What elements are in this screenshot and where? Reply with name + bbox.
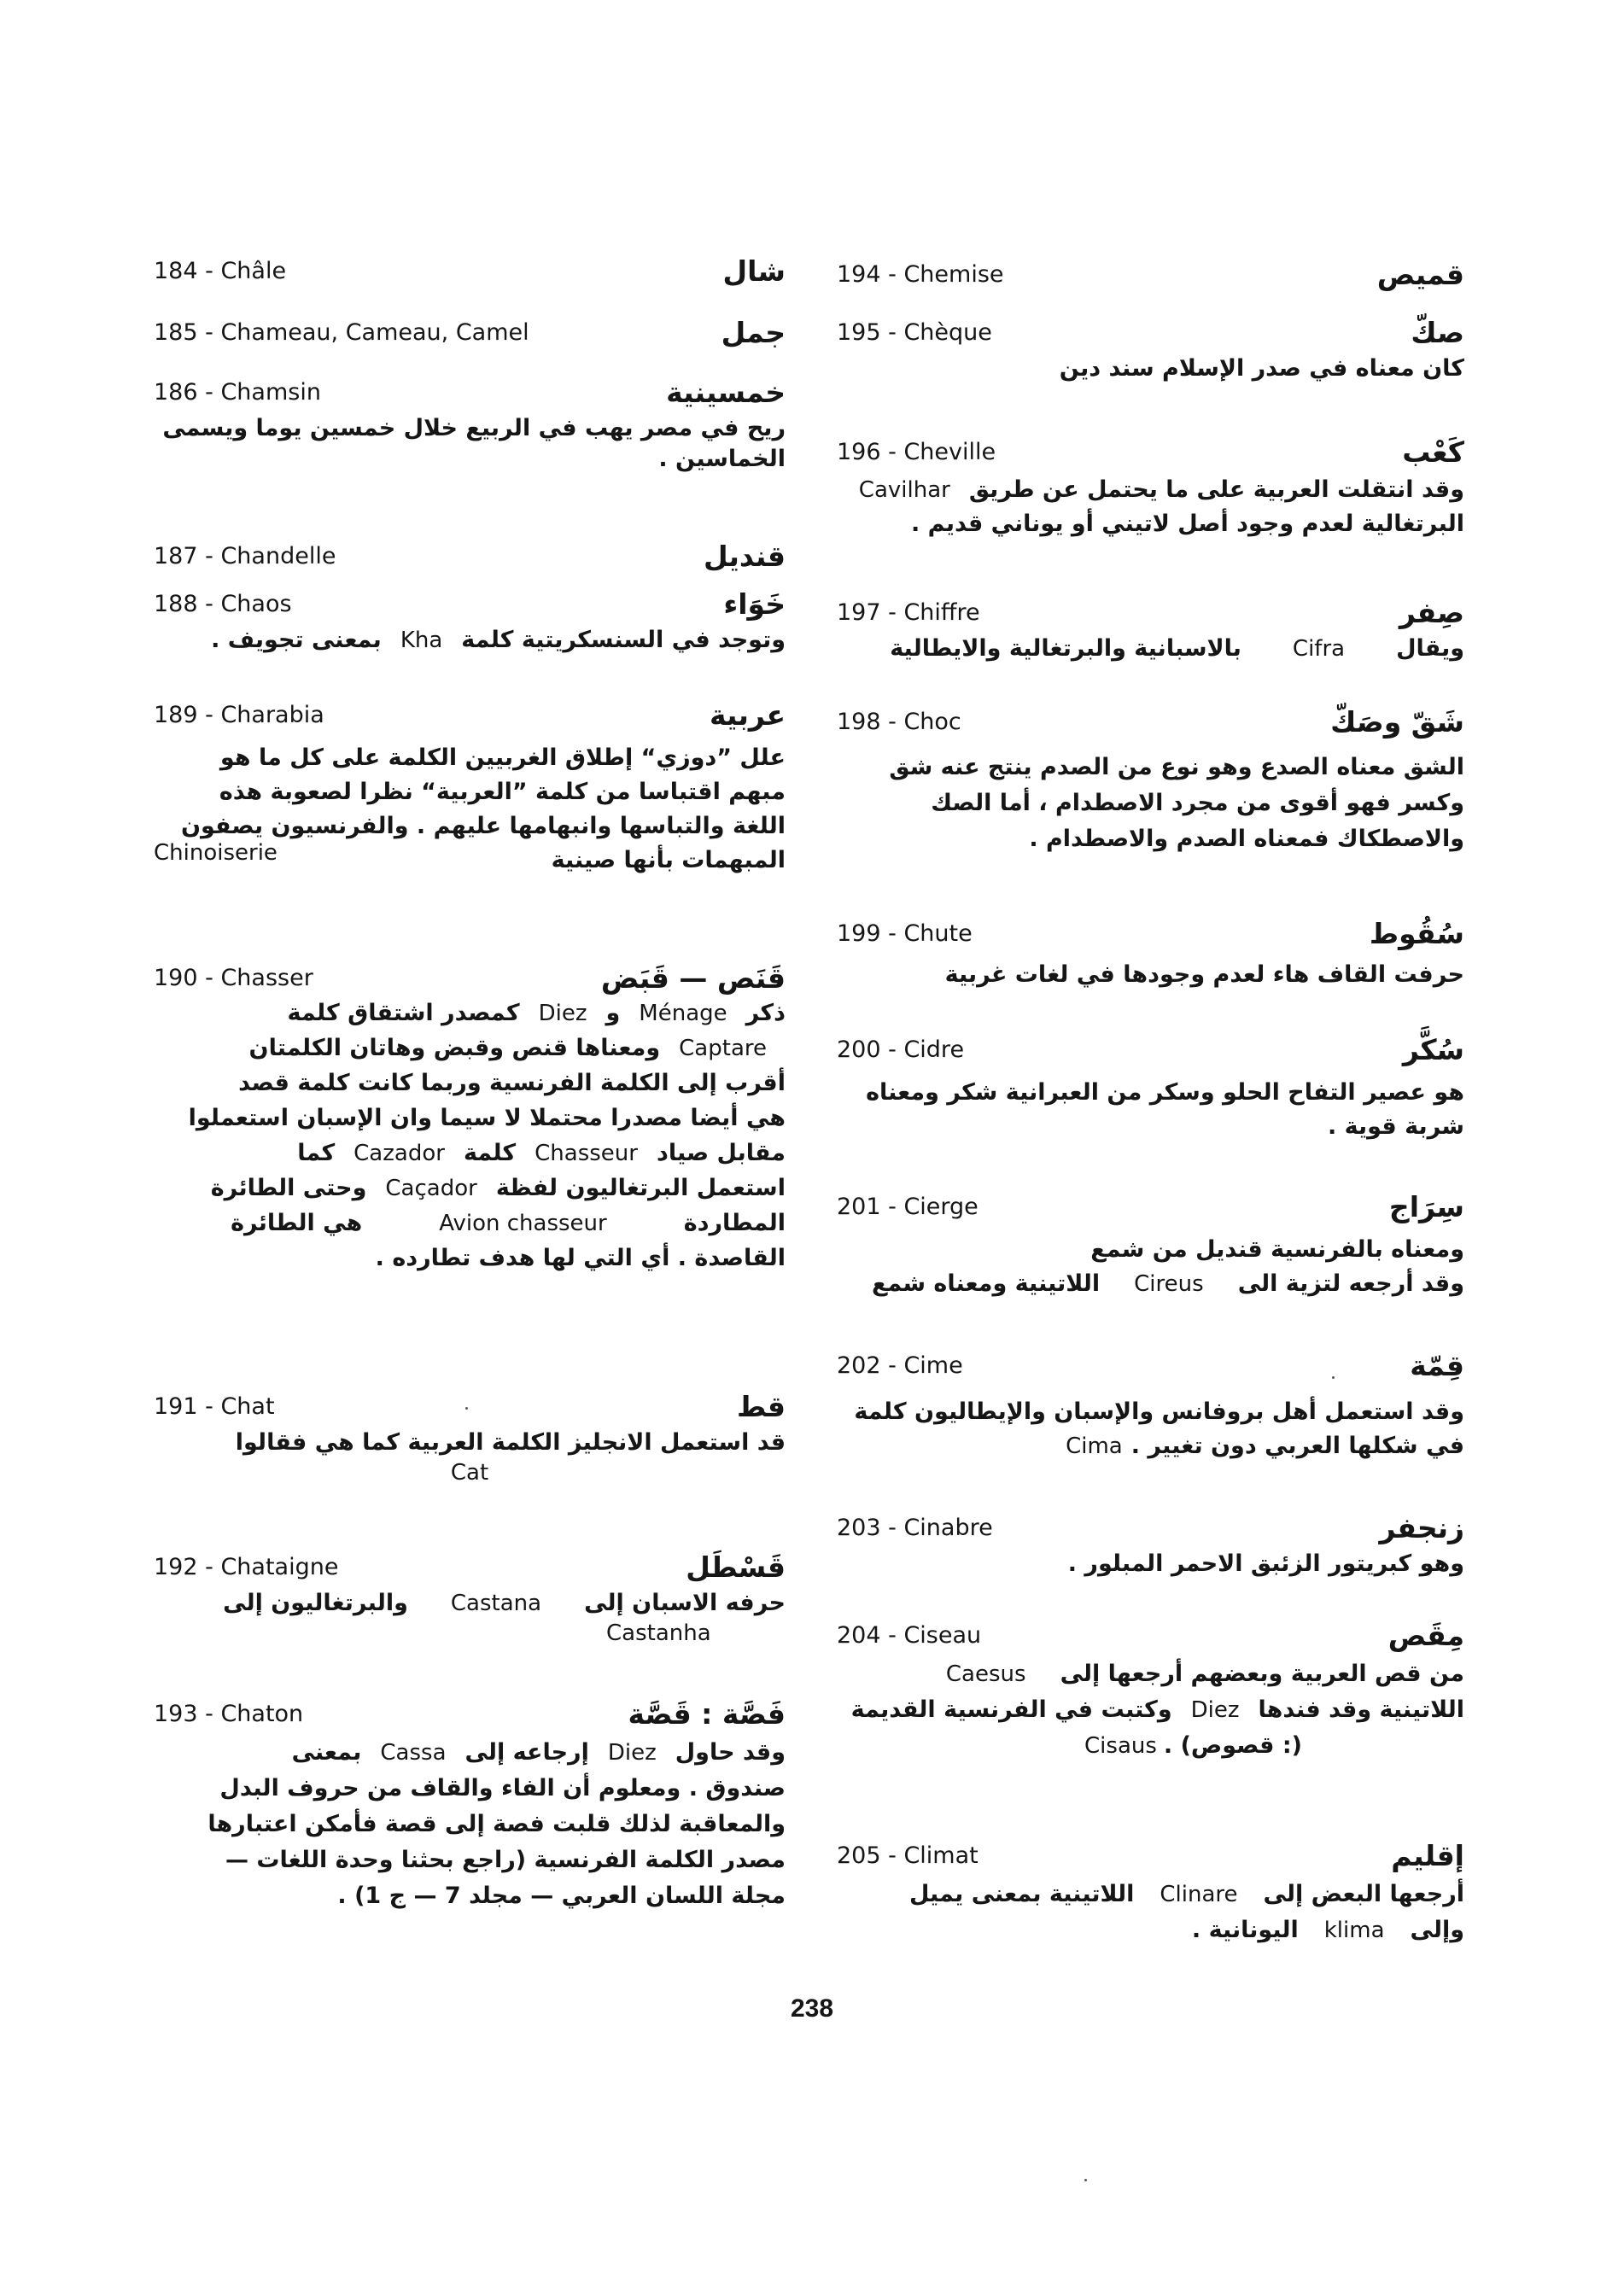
scan-speck [1084,2179,1087,2181]
definition-line [837,1912,1464,1948]
entry-203 [837,1511,1464,1579]
text-fragment: أرجعها البعض إلى [1263,1881,1464,1907]
text-fragment: وقد أرجعه لتزية الى [1237,1270,1464,1297]
latin-word: Castana [450,1591,542,1616]
french-term: 197 - Chiffre [837,599,980,626]
arabic-headword: خمسينية [666,376,786,409]
text-fragment: كلمة [463,1140,517,1166]
entry-201 [837,1190,1464,1301]
french-term: 184 - Châle [154,258,287,284]
arabic-headword: سُقُوط [1369,917,1464,950]
arabic-headword: جمل [721,316,786,349]
definition-line: صندوق . ومعلوم أن الفاء والقاف من حروف البدل [219,1775,786,1801]
definition-line: أقرب إلى الكلمة الفرنسية وربما كانت كلمة قصد [238,1070,786,1096]
text-fragment: وقد انتقلت العربية على ما يحتمل عن طريق [968,476,1464,503]
text-fragment: اللاتينية بمعنى يميل [908,1881,1135,1907]
french-term: 190 - Chasser [154,965,313,991]
arabic-headword: سُكَّر [1402,1033,1464,1066]
definition-line: هي أيضا مصدرا محتملا لا سيما وان الإسبان استعملوا [188,1105,786,1131]
latin-word: Avion chasseur [439,1211,607,1236]
french-term: 203 - Cinabre [837,1515,993,1541]
french-term: 201 - Cierge [837,1194,978,1220]
definition-line: قد استعمل الانجليز الكلمة العربية كما هي فقالوا [235,1429,786,1456]
french-term: 204 - Ciseau [837,1622,982,1649]
entry-187 [154,540,786,574]
latin-word: Diez [538,1001,587,1026]
french-term: 192 - Chataigne [154,1554,339,1580]
text-fragment: ومعناها قنص وقبض وهاتان الكلمتان [248,1035,661,1061]
arabic-headword: فَصَّة : قَصَّة [628,1697,786,1731]
entry-189 [154,698,786,878]
arabic-headword: قَنَص — قَبَض [600,961,786,995]
text-fragment: وإلى [1410,1917,1464,1943]
definition-line: وكسر فهو أقوى من مجرد الاصطدام ، أما الصك [931,790,1464,816]
definition-line [154,1031,786,1066]
entry-197 [837,596,1464,664]
french-term: 195 - Chèque [837,319,992,346]
entry-192 [154,1550,786,1648]
scan-speck [1332,1376,1335,1379]
text-fragment: بالاسبانية والبرتغالية والايطالية [890,635,1241,662]
latin-word: Cassa [380,1740,447,1766]
latin-word: Cazador [353,1141,445,1166]
latin-word: klima [1323,1918,1385,1943]
latin-word: Ménage [639,1001,727,1026]
definition-line: مجلة اللسان العربي — مجلد 7 — ج 1) . [337,1883,786,1909]
text-fragment: وقد حاول [675,1739,786,1766]
latin-word: Chasseur [535,1141,638,1166]
definition-line: مصدر الكلمة الفرنسية (راجع بحثنا وحدة اللغات — [225,1847,786,1873]
arabic-headword: كَعْب [1402,435,1464,469]
arabic-headword: شَقّ وصَكّ [1330,705,1464,739]
definition-line: القاصدة . أي التي لها هدف تطارده . [375,1245,786,1271]
latin-word: Castanha [606,1620,711,1646]
definition-line: الخماسين . [658,446,786,472]
scan-speck [465,1407,468,1410]
arabic-headword: قميص [1376,258,1464,291]
french-term: 191 - Chat [154,1393,275,1420]
definition-line: كان معناه في صدر الإسلام سند دين [1059,355,1464,382]
text-fragment: وتوجد في السنسكريتية كلمة [461,627,786,653]
definition-line [837,1728,1464,1764]
definition-line [154,840,786,878]
text-fragment: المطاردة [683,1210,786,1236]
definition-line [837,1656,1464,1692]
french-term: 199 - Chute [837,920,973,947]
arabic-headword: صكّ [1411,316,1464,349]
definition-line [154,996,786,1031]
text-fragment: بمعنى تجويف . [211,627,382,653]
entry-200 [837,1033,1464,1144]
definition-line: شربة قوية . [1327,1113,1464,1140]
entry-190 [154,961,786,1276]
definition-line [154,1588,786,1619]
french-term: 202 - Cime [837,1352,963,1379]
arabic-headword: خَوَاء [723,587,786,621]
entry-188 [154,587,786,656]
definition-line [837,1692,1464,1728]
arabic-headword: مِقَص [1387,1619,1464,1652]
text-fragment: إرجاعه إلى [464,1739,589,1766]
arabic-headword: عربية [710,698,786,732]
latin-word: Cireus [1134,1271,1204,1297]
french-term: 187 - Chandelle [154,543,336,569]
definition-line [837,473,1464,507]
text-fragment: (: قصوص) . [1163,1732,1302,1759]
definition-line: وهو كبريتور الزئبق الاحمر المبلور . [1067,1550,1464,1577]
entry-205 [837,1839,1464,1948]
definition-line: مبهم اقتباسا من كلمة ”العربية“ نظرا لصعوبة هذه [219,779,786,805]
french-term: 193 - Chaton [154,1701,304,1727]
french-term: 198 - Choc [837,709,961,735]
text-fragment: مقابل صياد [656,1140,786,1166]
entry-195 [837,316,1464,384]
definition-line [154,1206,786,1241]
french-term: 189 - Charabia [154,702,324,728]
definition-line: ريح في مصر يهب في الربيع خلال خمسين يوما ويسمى [162,415,786,441]
definition-line: هو عصير التفاح الحلو وسكر من العبرانية شكر ومعناه [866,1079,1464,1106]
text-fragment: هي الطائرة [231,1210,363,1236]
text-fragment: و [605,1000,621,1026]
latin-word: Chinoiserie [154,840,277,866]
latin-word: Clinare [1160,1882,1238,1907]
latin-word: Cisaus [1084,1733,1157,1759]
text-fragment: ذكر [745,1000,786,1026]
definition-line: اللغة والتباسها وانبهامها عليهم . والفرنسيون يصفون [180,813,786,839]
definition-line [837,1877,1464,1912]
definition-line [154,1136,786,1171]
entry-199 [837,917,1464,990]
latin-word: Cavilhar [858,477,950,503]
arabic-headword: إقليم [1391,1839,1464,1872]
page-number: 238 [790,1994,834,2023]
latin-word: Diez [1190,1697,1240,1723]
french-term: 185 - Chameau, Cameau, Camel [154,319,529,346]
arabic-headword: قط [737,1390,786,1423]
arabic-headword: زنجفر [1379,1511,1464,1544]
definition-line [837,1429,1464,1463]
latin-word: Diez [607,1740,657,1766]
text-fragment: اللاتينية وقد فندها [1258,1696,1464,1723]
text-fragment: اليونانية . [1191,1917,1299,1943]
arabic-headword: قَسْطَل [686,1550,786,1584]
entry-204 [837,1619,1464,1764]
definition-line [837,634,1464,664]
text-fragment: اللاتينية ومعناه شمع [871,1270,1101,1297]
french-term: 200 - Cidre [837,1036,965,1063]
definition-line [154,1171,786,1206]
entry-186 [154,376,786,475]
entry-202 [837,1349,1464,1463]
latin-word: Cifra [1292,636,1346,662]
arabic-headword: قِمّة [1410,1349,1464,1382]
arabic-headword: شال [722,254,786,288]
text-fragment: وحتى الطائرة [210,1175,367,1201]
entry-196 [837,435,1464,541]
latin-word: Cima [1066,1433,1123,1459]
latin-word: Captare [679,1036,767,1061]
definition-line: وقد استعمل أهل بروفانس والإسبان والإيطاليون كلمة [854,1398,1464,1425]
text-fragment: استعمل البرتغاليون لفظة [495,1175,786,1201]
definition-line [154,625,786,656]
french-term: 188 - Chaos [154,591,292,617]
entry-191 [154,1390,786,1487]
french-term: 186 - Chamsin [154,379,321,406]
definition-line [837,1267,1464,1301]
entry-184 [154,254,786,289]
definition-line: والاصطكاك فمعناه الصدم والاصطدام . [1029,826,1464,852]
text-fragment: والبرتغاليون إلى [223,1590,408,1616]
text-fragment: المبهمات بأنها صينية [551,847,786,873]
latin-word: Kha [400,628,443,653]
arabic-headword: صِفر [1399,596,1464,629]
french-term: 205 - Climat [837,1842,978,1869]
text-fragment: كما [297,1140,336,1166]
definition-line: الشق معناه الصدع وهو نوع من الصدم ينتج عنه شق [889,754,1464,780]
arabic-headword: قنديل [704,540,786,573]
definition-line [154,1735,786,1771]
latin-word: Caesus [945,1661,1026,1687]
text-fragment: ويقال [1396,635,1464,662]
text-fragment: من قص العربية وبعضهم أرجعها إلى [1060,1661,1464,1687]
text-fragment: وكتبت في الفرنسية القديمة [850,1696,1172,1723]
latin-word: Cat [450,1460,489,1486]
definition-line: البرتغالية لعدم وجود أصل لاتيني أو يوناني قديم . [911,511,1464,537]
entry-193 [154,1697,786,1914]
arabic-headword: سِرَاج [1388,1190,1464,1223]
definition-line: علل ”دوزي“ إطلاق الغربيين الكلمة على كل ما هو [219,744,786,771]
definition-line: والمعاقبة لذلك قلبت فصة إلى قصة فأمكن اعتبارها [207,1811,786,1837]
latin-word: Caçador [385,1176,477,1201]
entry-185 [154,316,786,350]
text-fragment: بمعنى [291,1739,362,1766]
text-fragment: في شكلها العربي دون تغيير . [1130,1433,1464,1459]
definition-line: ومعناه بالفرنسية قنديل من شمع [1090,1236,1464,1263]
definition-line: حرفت القاف هاء لعدم وجودها في لغات غربية [944,961,1464,988]
french-term: 196 - Cheville [837,439,996,465]
entry-198 [837,705,1464,857]
text-fragment: كمصدر اشتقاق كلمة [287,1000,520,1026]
french-term: 194 - Chemise [837,261,1004,288]
entry-194 [837,258,1464,292]
text-fragment: حرفه الاسبان إلى [584,1590,786,1616]
